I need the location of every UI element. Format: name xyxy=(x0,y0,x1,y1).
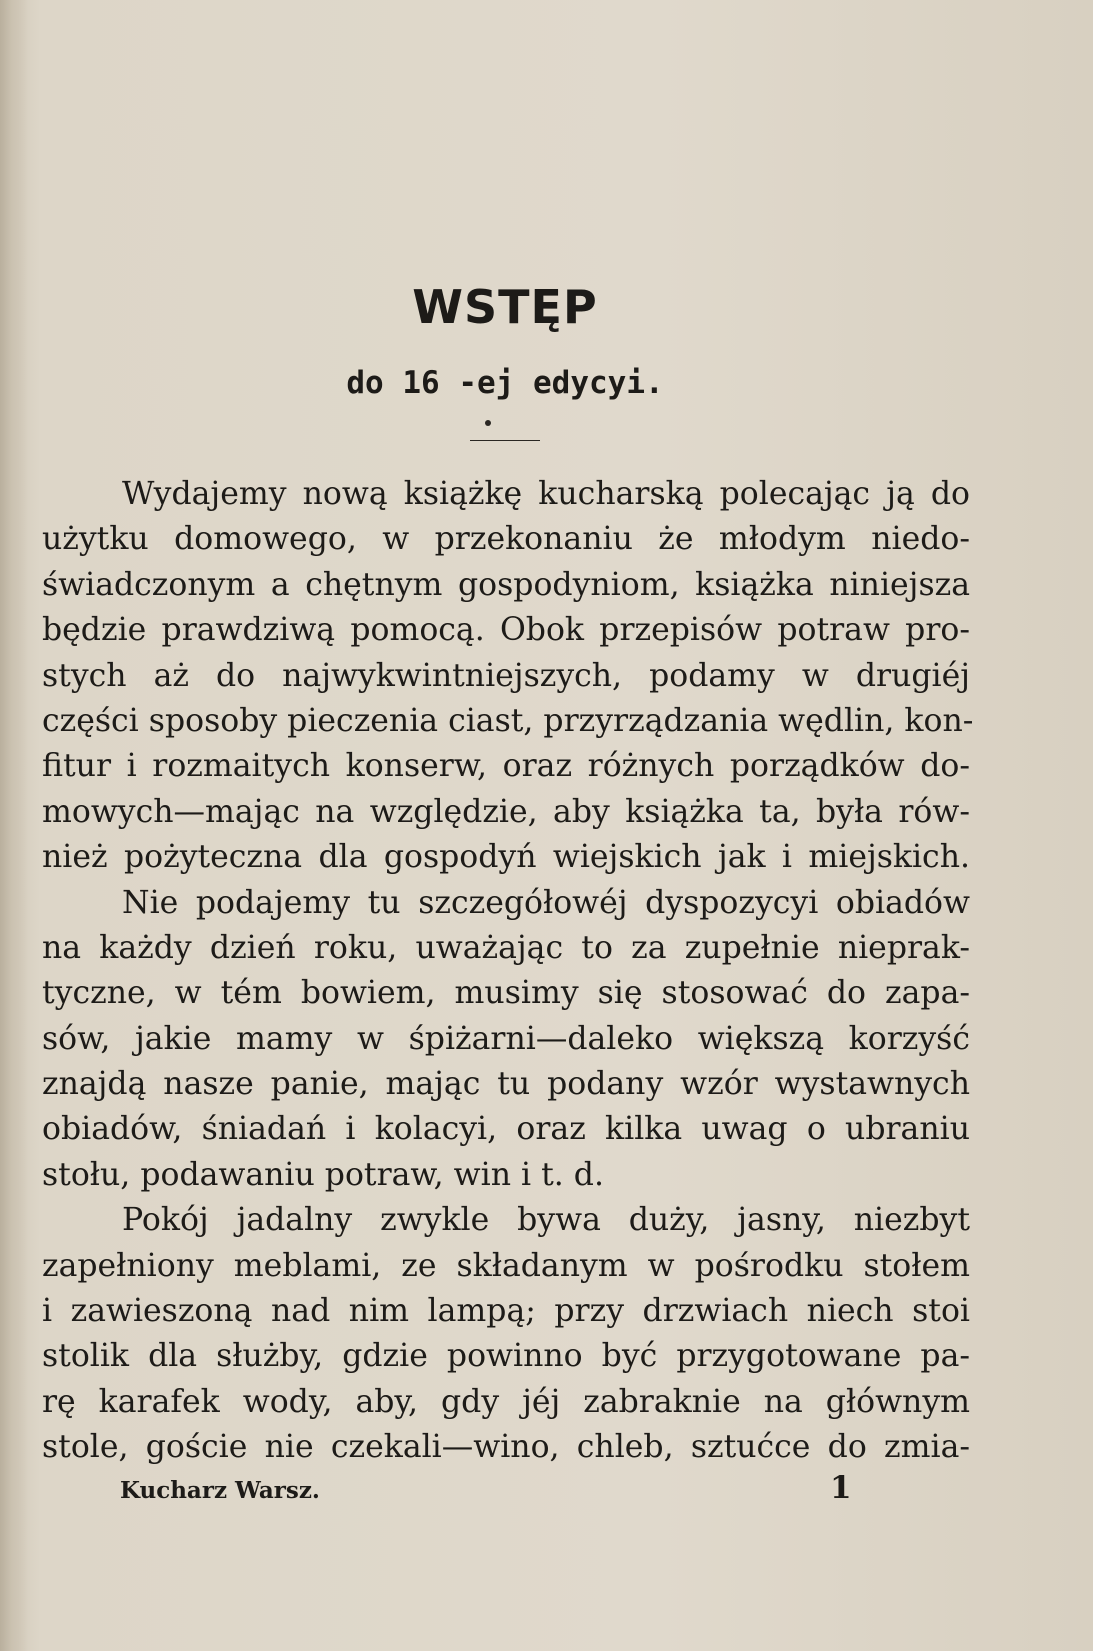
text-line: zapełniony meblami, ze składanym w pośrodku stołem xyxy=(42,1247,970,1284)
text-line: obiadów, śniadań i kolacyi, oraz kilka uwag o ubraniu xyxy=(42,1111,970,1148)
footer-signature: Kucharz Warsz. xyxy=(120,1477,320,1504)
text-line: części sposoby pieczenia ciast, przyrządzania wędlin, kon- xyxy=(42,702,974,739)
text-line: tyczne, w tém bowiem, musimy się stosować do zapa- xyxy=(42,975,970,1012)
text-line: i zawieszoną nad nim lampą; przy drzwiach niech stoi xyxy=(42,1293,970,1330)
divider-rule xyxy=(470,440,540,441)
text-line: fitur i rozmaitych konserw, oraz różnych porządków do- xyxy=(42,748,970,785)
text-line: sów, jakie mamy w śpiżarni—daleko większą korzyść xyxy=(42,1020,970,1057)
text-line: Nie podajemy tu szczegółowéj dyspozycyi obiadów xyxy=(122,884,970,921)
text-line: stole, goście nie czekali—wino, chleb, sztućce do zmia- xyxy=(42,1429,970,1466)
text-line: znajdą nasze panie, mając tu podany wzór wystawnych xyxy=(42,1066,970,1103)
text-line: świadczonym a chętnym gospodyniom, książka niniejsza xyxy=(42,566,970,603)
text-line: nież pożyteczna dla gospodyń wiejskich jak i miejskich. xyxy=(42,839,970,876)
text-line: Pokój jadalny zwykle bywa duży, jasny, niezbyt xyxy=(122,1202,970,1239)
page-number: 1 xyxy=(830,1470,852,1506)
text-line: stolik dla służby, gdzie powinno być przygotowane pa- xyxy=(42,1338,970,1375)
text-line: stołu, podawaniu potraw, win i t. d. xyxy=(42,1156,604,1193)
text-line: użytku domowego, w przekonaniu że młodym niedo- xyxy=(42,521,970,558)
text-line: rę karafek wody, aby, gdy jéj zabraknie na głównym xyxy=(42,1383,970,1420)
page-title: WSTĘP xyxy=(412,280,598,334)
text-line: będzie prawdziwą pomocą. Obok przepisów potraw pro- xyxy=(42,612,970,649)
text-line: stych aż do najwykwintniejszych, podamy w drugiéj xyxy=(42,657,970,694)
body-text xyxy=(42,472,974,1471)
binding-edge xyxy=(0,0,28,1651)
text-line: Wydajemy nową książkę kucharską polecając ją do xyxy=(122,476,970,512)
text-line: mowych—mając na względzie, aby książka ta, była rów- xyxy=(42,793,970,830)
ornament-dot xyxy=(485,420,491,426)
page-subtitle: do 16 -ej edycyi. xyxy=(346,365,664,401)
text-line: na każdy dzień roku, uważając to za zupełnie nieprak- xyxy=(42,929,970,966)
